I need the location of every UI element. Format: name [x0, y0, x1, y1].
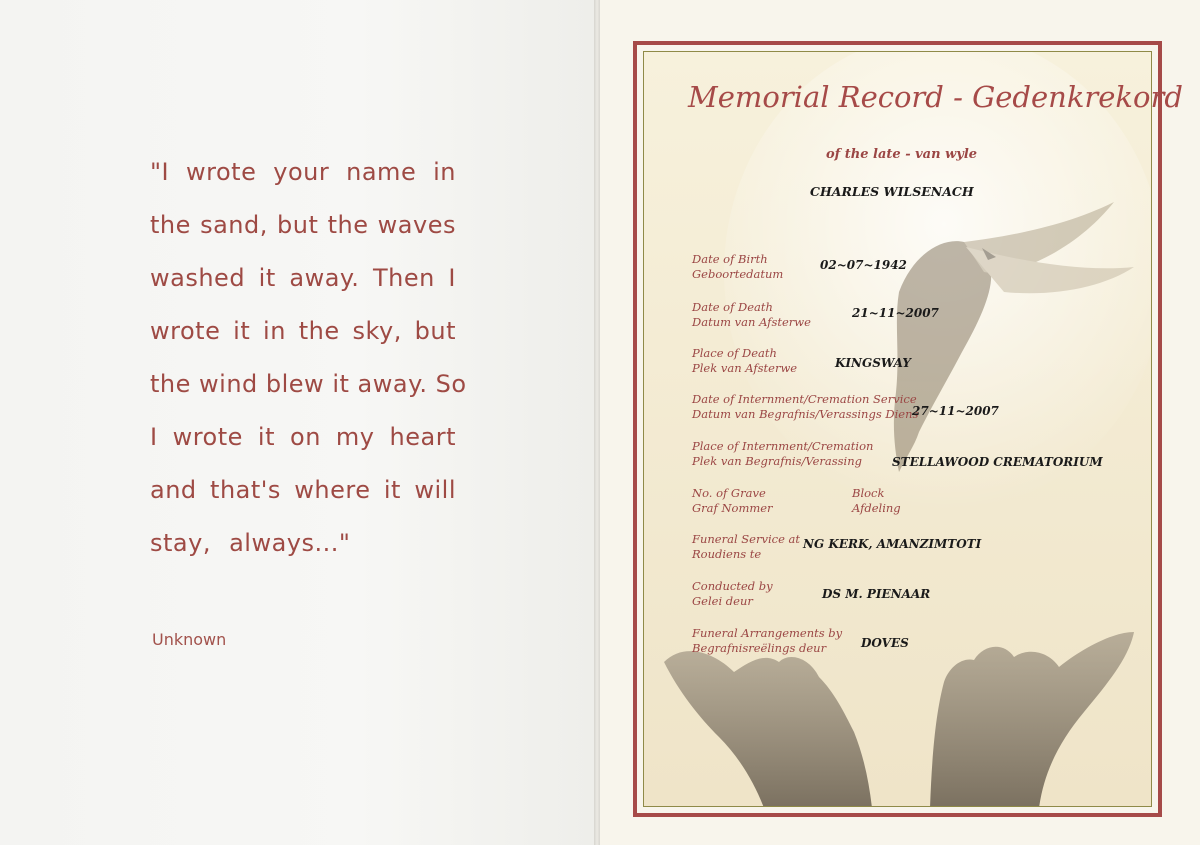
place-death-value: KINGSWAY	[835, 356, 911, 370]
background-art	[644, 52, 1152, 807]
birth-value: 02~07~1942	[820, 258, 907, 272]
memorial-record-page	[600, 0, 1200, 845]
inner-frame	[643, 51, 1152, 807]
death-label: Date of Death Datum van Afsterwe	[692, 300, 811, 329]
funeral-label: Funeral Service at Roudiens te	[692, 532, 801, 561]
record-subtitle: of the late - van wyle	[826, 147, 978, 162]
birth-label: Date of Birth Geboortedatum	[692, 252, 784, 281]
poem-line: washed it away. Then I	[150, 264, 456, 292]
service-date-value: 27~11~2007	[912, 404, 999, 418]
arrangements-label: Funeral Arrangements by Begrafnisreëlings deur	[692, 626, 843, 655]
arrangements-value: DOVES	[861, 636, 909, 650]
poem-line: and that's where it will	[150, 476, 456, 504]
poem-line: stay, always..."	[150, 529, 351, 557]
death-value: 21~11~2007	[852, 306, 939, 320]
block-label: Block Afdeling	[852, 486, 901, 515]
conducted-value: DS M. PIENAAR	[822, 587, 931, 601]
record-title: Memorial Record - Gedenkrekord	[688, 80, 1183, 114]
place-death-label: Place of Death Plek van Afsterwe	[692, 346, 798, 375]
deceased-name: CHARLES WILSENACH	[810, 184, 974, 199]
conducted-label: Conducted by Gelei deur	[692, 579, 773, 608]
poem-line: the wind blew it away. So	[150, 370, 467, 398]
service-date-label: Date of Internment/Cremation Service Datum van Begrafnis/Verassings Diens	[692, 392, 919, 421]
poem-line: "I wrote your name in	[150, 158, 456, 186]
poem-author: Unknown	[152, 630, 227, 649]
poem-line: the sand, but the waves	[150, 211, 456, 239]
poem-line: I wrote it on my heart	[150, 423, 456, 451]
grave-label: No. of Grave Graf Nommer	[692, 486, 773, 515]
open-hands-icon	[664, 632, 1134, 807]
place-intern-label: Place of Internment/Cremation Plek van Begrafnis/Verassing	[692, 439, 874, 468]
poem-page	[0, 0, 596, 845]
place-intern-value: STELLAWOOD CREMATORIUM	[892, 455, 1103, 469]
funeral-value: NG KERK, AMANZIMTOTI	[803, 537, 982, 551]
poem-line: wrote it in the sky, but	[150, 317, 456, 345]
